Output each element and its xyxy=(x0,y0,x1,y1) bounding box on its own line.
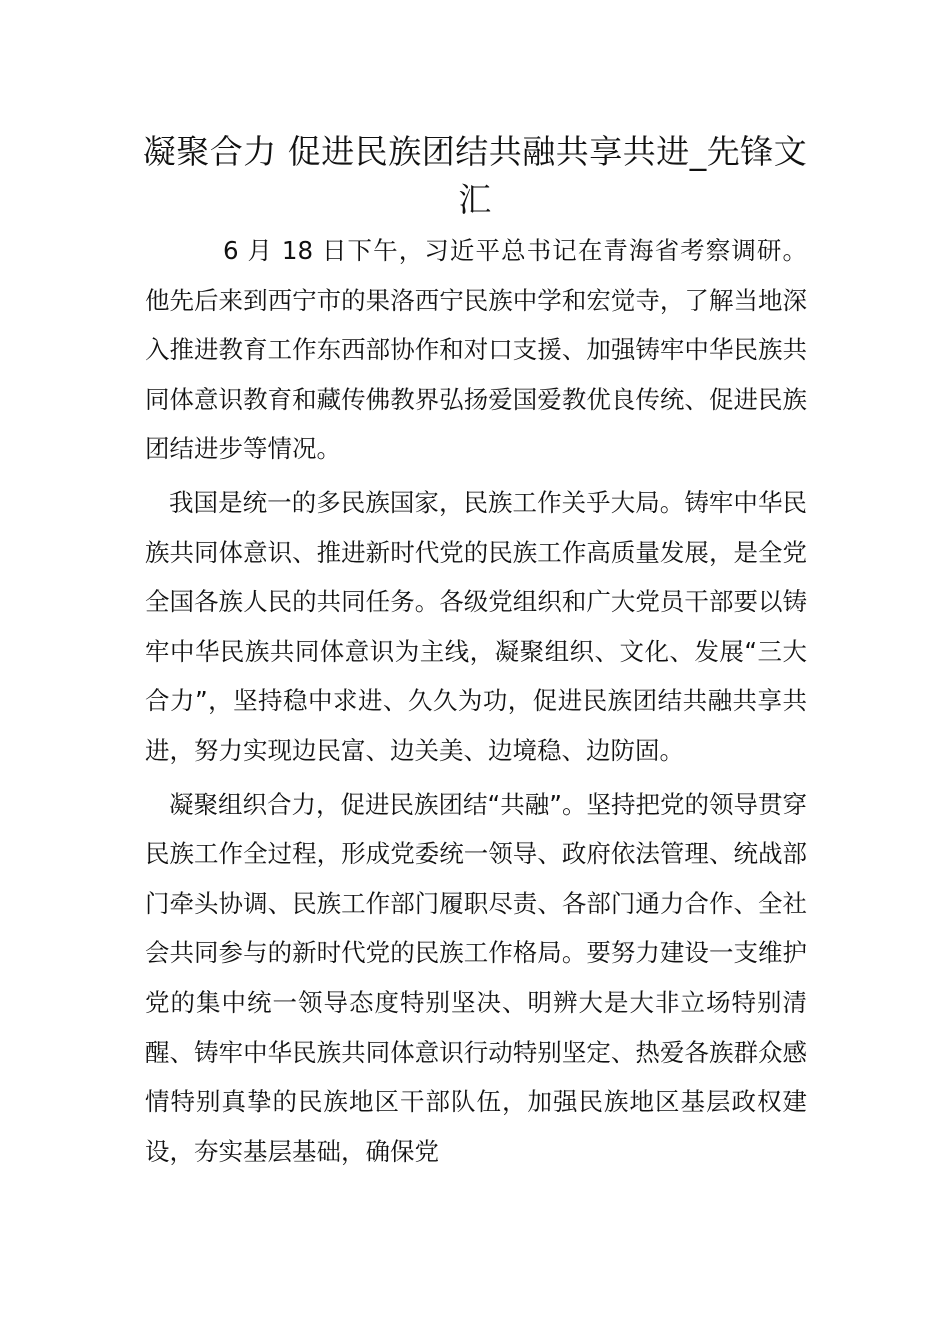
paragraph-3: 凝聚组织合力，促进民族团结“共融”。坚持把党的领导贯穿民族工作全过程，形成党委统一领导、政府依法管理、统战部门牵头协调、民族工作部门履职尽责、各部门通力合作、全社会共同参与的新时代党的民族工作格局。要努力建设一支维护党的集中统一领导态度特别坚决、明辨大是大非立场特别清醒、铸牢中华民族共同体意识行动特别坚定、热爱各族群众感情特别真挚的民族地区干部队伍，加强民族地区基层政权建设，夯实基层基础，确保党 xyxy=(145,789,807,1166)
paragraph-2: 我国是统一的多民族国家，民族工作关乎大局。铸牢中华民族共同体意识、推进新时代党的民族工作高质量发展，是全党全国各族人民的共同任务。各级党组织和广大党员干部要以铸牢中华民族共同体意识为主线，凝聚组织、文化、发展“三大合力”，坚持稳中求进、久久为功，促进民族团结共融共享共进，努力实现边民富、边关美、边境稳、边防固。 xyxy=(145,487,807,765)
document-body xyxy=(145,226,807,1180)
paragraph-1: 6 月 18 日下午，习近平总书记在青海省考察调研。他先后来到西宁市的果洛西宁民族中学和宏觉寺，了解当地深入推进教育工作东西部协作和对口支援、加强铸牢中华民族共同体意识教育和藏传佛教界弘扬爱国爱教优良传统、促进民族团结进步等情况。 xyxy=(145,236,807,464)
document-title: 凝聚合力 促进民族团结共融共享共进_先锋文汇 xyxy=(142,132,808,219)
